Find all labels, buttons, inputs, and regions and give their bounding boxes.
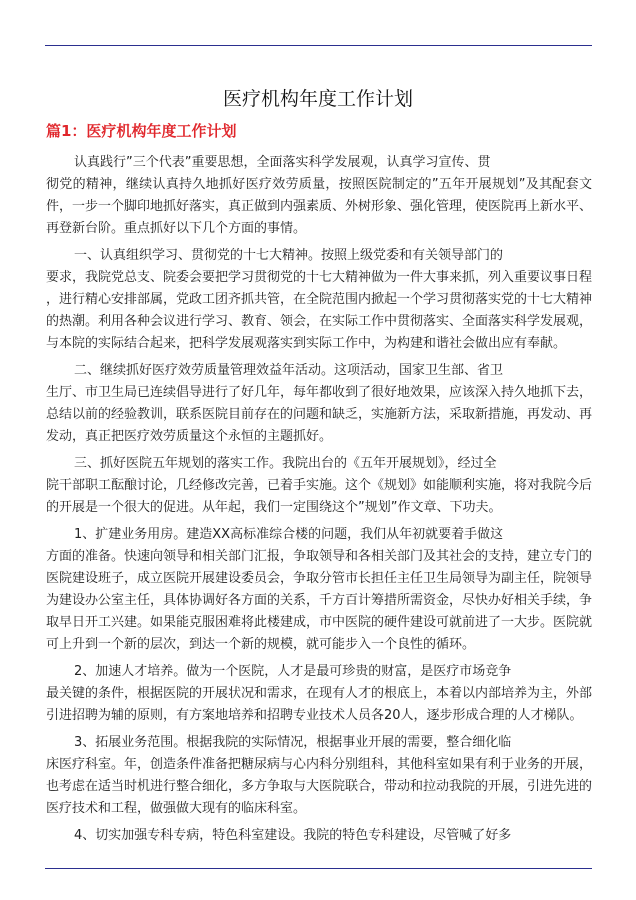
section-heading: 篇1：医疗机构年度工作计划 [46, 122, 237, 140]
text-line: 一、认真组织学习、贯彻党的十七大精神。按照上级党委和有关领导部门的 [74, 248, 504, 263]
bottom-rule [45, 868, 592, 869]
text-line: 方面的准备。快速向领导和相关部门汇报，争取领导和各相关部门及其社会的支持，建立专门的 [46, 549, 592, 564]
text-line: 二、继续抓好医疗效劳质量管理效益年活动。这项活动，国家卫生部、省卫 [74, 363, 504, 378]
text-line: 4、切实加强专科专病，特色科室建设。我院的特色专科建设，尽管喊了好多 [74, 828, 512, 843]
text-line: 2、加速人才培养。做为一个医院，人才是最可珍贵的财富，是医疗市场竞争 [74, 664, 512, 679]
text-line: 彻党的精神，继续认真持久地抓好医疗效劳质量，按照医院制定的”五年开展规划”及其配套文 [46, 177, 592, 192]
text-line: 再登新台阶。重点抓好以下几个方面的事情。 [46, 221, 307, 236]
text-line: ，进行精心安排部属，党政工团齐抓共管，在全院范围内掀起一个学习贯彻落实党的十七大精神 [46, 292, 592, 307]
text-line: 的热潮。利用各种会议进行学习、教育、领会，在实际工作中贯彻落实、全面落实科学发展观， [46, 314, 592, 329]
paragraph [46, 360, 592, 448]
text-line: 的开展是一个很大的促进。从年起，我们一定围绕这个”规划”作文章、下功夫。 [46, 500, 502, 515]
text-line: 三、抓好医院五年规划的落实工作。我院出台的《五年开展规划》，经过全 [74, 456, 497, 471]
text-line: 要求，我院党总支、院委会要把学习贯彻党的十七大精神做为一件大事来抓，列入重要议事日程 [46, 270, 592, 285]
paragraph [46, 825, 592, 847]
document-title: 医疗机构年度工作计划 [222, 88, 413, 110]
paragraph [46, 453, 592, 519]
text-line: 医院建设班子，成立医院开展建设委员会，争取分管市长担任主任卫生局领导为副主任，院领导 [46, 571, 592, 586]
paragraph [46, 732, 592, 820]
text-line: 可上升到一个新的层次，到达一个新的规模，就可能步入一个良性的循环。 [46, 637, 476, 652]
text-line: 床医疗科室。年，创造条件准备把糖尿病与心内科分别组科，其他科室如果有利于业务的开展， [46, 757, 592, 772]
text-line: 件，一步一个脚印地抓好落实，真正做到内强素质、外树形象、强化管理，使医院再上新水平、 [46, 199, 592, 214]
text-line: 医疗技术和工程，做强做大现有的临床科室。 [46, 801, 307, 816]
paragraph [46, 524, 592, 656]
text-line: 认真践行”三个代表”重要思想，全面落实科学发展观，认真学习宣传、贯 [74, 155, 491, 170]
paragraph [46, 245, 592, 355]
text-line: 1、扩建业务用房。建造XX高标准综合楼的问题，我们从年初就要着手做这 [74, 527, 504, 542]
text-line: 与本院的实际结合起来，把科学发展观落实到实际工作中，为构建和谐社会做出应有奉献。 [46, 336, 567, 351]
text-line: 为建设办公室主任，具体协调好各方面的关系，千方百计筹措所需资金，尽快办好相关手续，争 [46, 593, 592, 608]
text-line: 也考虑在适当时机进行整合细化，多方争取与大医院联合，带动和拉动我院的开展，引进先进的 [46, 779, 592, 794]
text-line: 3、拓展业务范围。根据我院的实际情况，根据事业开展的需要，整合细化临 [74, 735, 512, 750]
text-line: 发动，真正把医疗效劳质量这个永恒的主题抓好。 [46, 429, 333, 444]
document-body [46, 152, 592, 852]
text-line: 取早日开工兴建。如果能克服困难将此楼建成，市中医院的硬件建设可就前进了一大步。医院就 [46, 615, 592, 630]
top-rule [45, 45, 592, 46]
text-line: 总结以前的经验教训，联系医院目前存在的问题和缺乏，实施新方法，采取新措施，再发动、再 [46, 407, 592, 422]
paragraph [46, 661, 592, 727]
text-line: 引进招聘为辅的原则，有方案地培养和招聘专业技术人员各20人，逐步形成合理的人才梯队。 [46, 708, 583, 723]
text-line: 最关键的条件，根据医院的开展状况和需求，在现有人才的根底上，本着以内部培养为主，外部 [46, 686, 592, 701]
text-line: 院干部职工酝酿讨论，几经修改完善，已着手实施。这个《规划》如能顺利实施，将对我院今后 [46, 478, 592, 493]
text-line: 生厅、市卫生局已连续倡导进行了好几年，每年都收到了很好地效果，应该深入持久地抓下去， [46, 385, 592, 400]
paragraph [46, 152, 592, 240]
